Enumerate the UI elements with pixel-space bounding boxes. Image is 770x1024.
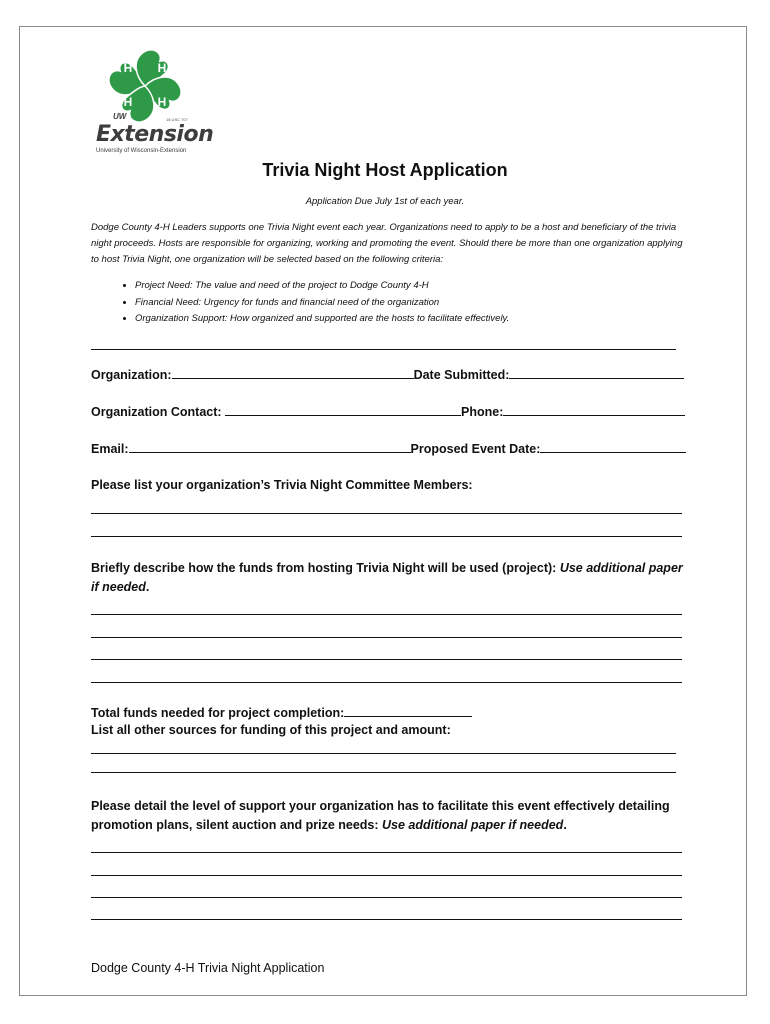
- total-funds-row: [91, 704, 472, 720]
- date-submitted-field[interactable]: [509, 366, 684, 379]
- other-sources-line-2[interactable]: [91, 772, 676, 773]
- clover-leaf-h-1: H: [123, 61, 133, 75]
- other-sources-label: List all other sources for funding of this project and amount:: [91, 723, 451, 737]
- clover-leaf-h-2: H: [157, 61, 167, 75]
- total-funds-field[interactable]: [344, 704, 472, 717]
- support-line-2[interactable]: [91, 875, 682, 876]
- clover-icon: [88, 48, 208, 128]
- logo-university-text: University of Wisconsin-Extension: [96, 148, 187, 154]
- funds-line-2[interactable]: [91, 637, 682, 638]
- criteria-item: • Financial Need: Urgency for funds and financial need of the organization: [135, 295, 695, 312]
- email-row: [91, 440, 686, 456]
- organization-field[interactable]: [172, 366, 414, 379]
- email-field[interactable]: [129, 440, 411, 453]
- committee-prompt: Please list your organization’s Trivia Night Committee Members:: [91, 478, 473, 492]
- funds-line-3[interactable]: [91, 659, 682, 660]
- total-funds-label: Total funds needed for project completion:: [91, 706, 345, 720]
- support-prompt: [91, 797, 691, 835]
- criteria-item: • Project Need: The value and need of the project to Dodge County 4-H: [135, 278, 695, 295]
- page-footer: Dodge County 4-H Trivia Night Application: [91, 961, 325, 975]
- funds-prompt: [91, 559, 691, 597]
- funds-prompt-end: .: [145, 580, 150, 594]
- criteria-item: • Organization Support: How organized and supported are the hosts to facilitate effectively.: [135, 311, 695, 328]
- support-prompt-italic: Use additional paper if needed: [382, 818, 564, 832]
- date-submitted-label: Date Submitted:: [413, 368, 510, 382]
- proposed-event-date-label: Proposed Event Date:: [410, 442, 541, 456]
- section-divider: [91, 349, 676, 350]
- organization-label: Organization:: [91, 368, 172, 382]
- criteria-list: [100, 278, 695, 328]
- phone-label: Phone:: [461, 405, 504, 419]
- committee-line-2[interactable]: [91, 536, 682, 537]
- email-label: Email:: [91, 442, 129, 456]
- page-title: Trivia Night Host Application: [262, 160, 508, 180]
- intro-paragraph: Dodge County 4-H Leaders supports one Trivia Night event each year. Organizations need to apply to be a host and beneficiary of the trivia night proceeds. Hosts are responsible for organizing, working and promoting the event. Should there be more than one organization applying to host Trivia Night, one organization will be selected based on the following criteria:: [91, 222, 683, 265]
- funds-prompt-text: Briefly describe how the funds from hosting Trivia Night will be used (project):: [91, 561, 560, 575]
- contact-row: [91, 403, 685, 419]
- funds-line-4[interactable]: [91, 682, 682, 683]
- organization-contact-field[interactable]: [225, 403, 461, 416]
- organization-row: [91, 366, 684, 382]
- support-line-1[interactable]: [91, 852, 682, 853]
- support-line-3[interactable]: [91, 897, 682, 898]
- logo-uw-text: UW: [113, 112, 127, 121]
- proposed-event-date-field[interactable]: [540, 440, 686, 453]
- due-date-note: Application Due July 1st of each year.: [305, 196, 465, 207]
- organization-contact-label: Organization Contact:: [91, 405, 226, 419]
- support-line-4[interactable]: [91, 919, 682, 920]
- other-sources-line-1[interactable]: [91, 753, 676, 754]
- support-prompt-text: Please detail the level of support your organization has to facilitate this event effectively detailing promotion plans, silent auction and prize needs:: [91, 799, 670, 832]
- support-prompt-end: .: [563, 818, 567, 832]
- clover-leaf-h-3: H: [123, 95, 133, 109]
- clover-leaf-h-4: H: [157, 95, 167, 109]
- logo-extension-text: Extension: [96, 122, 214, 147]
- logo-registered-text: 18 USC 707: [166, 117, 188, 122]
- committee-line-1[interactable]: [91, 513, 682, 514]
- phone-field[interactable]: [503, 403, 685, 416]
- funds-prompt-italic: Use additional paper if needed: [91, 561, 683, 594]
- funds-line-1[interactable]: [91, 614, 682, 615]
